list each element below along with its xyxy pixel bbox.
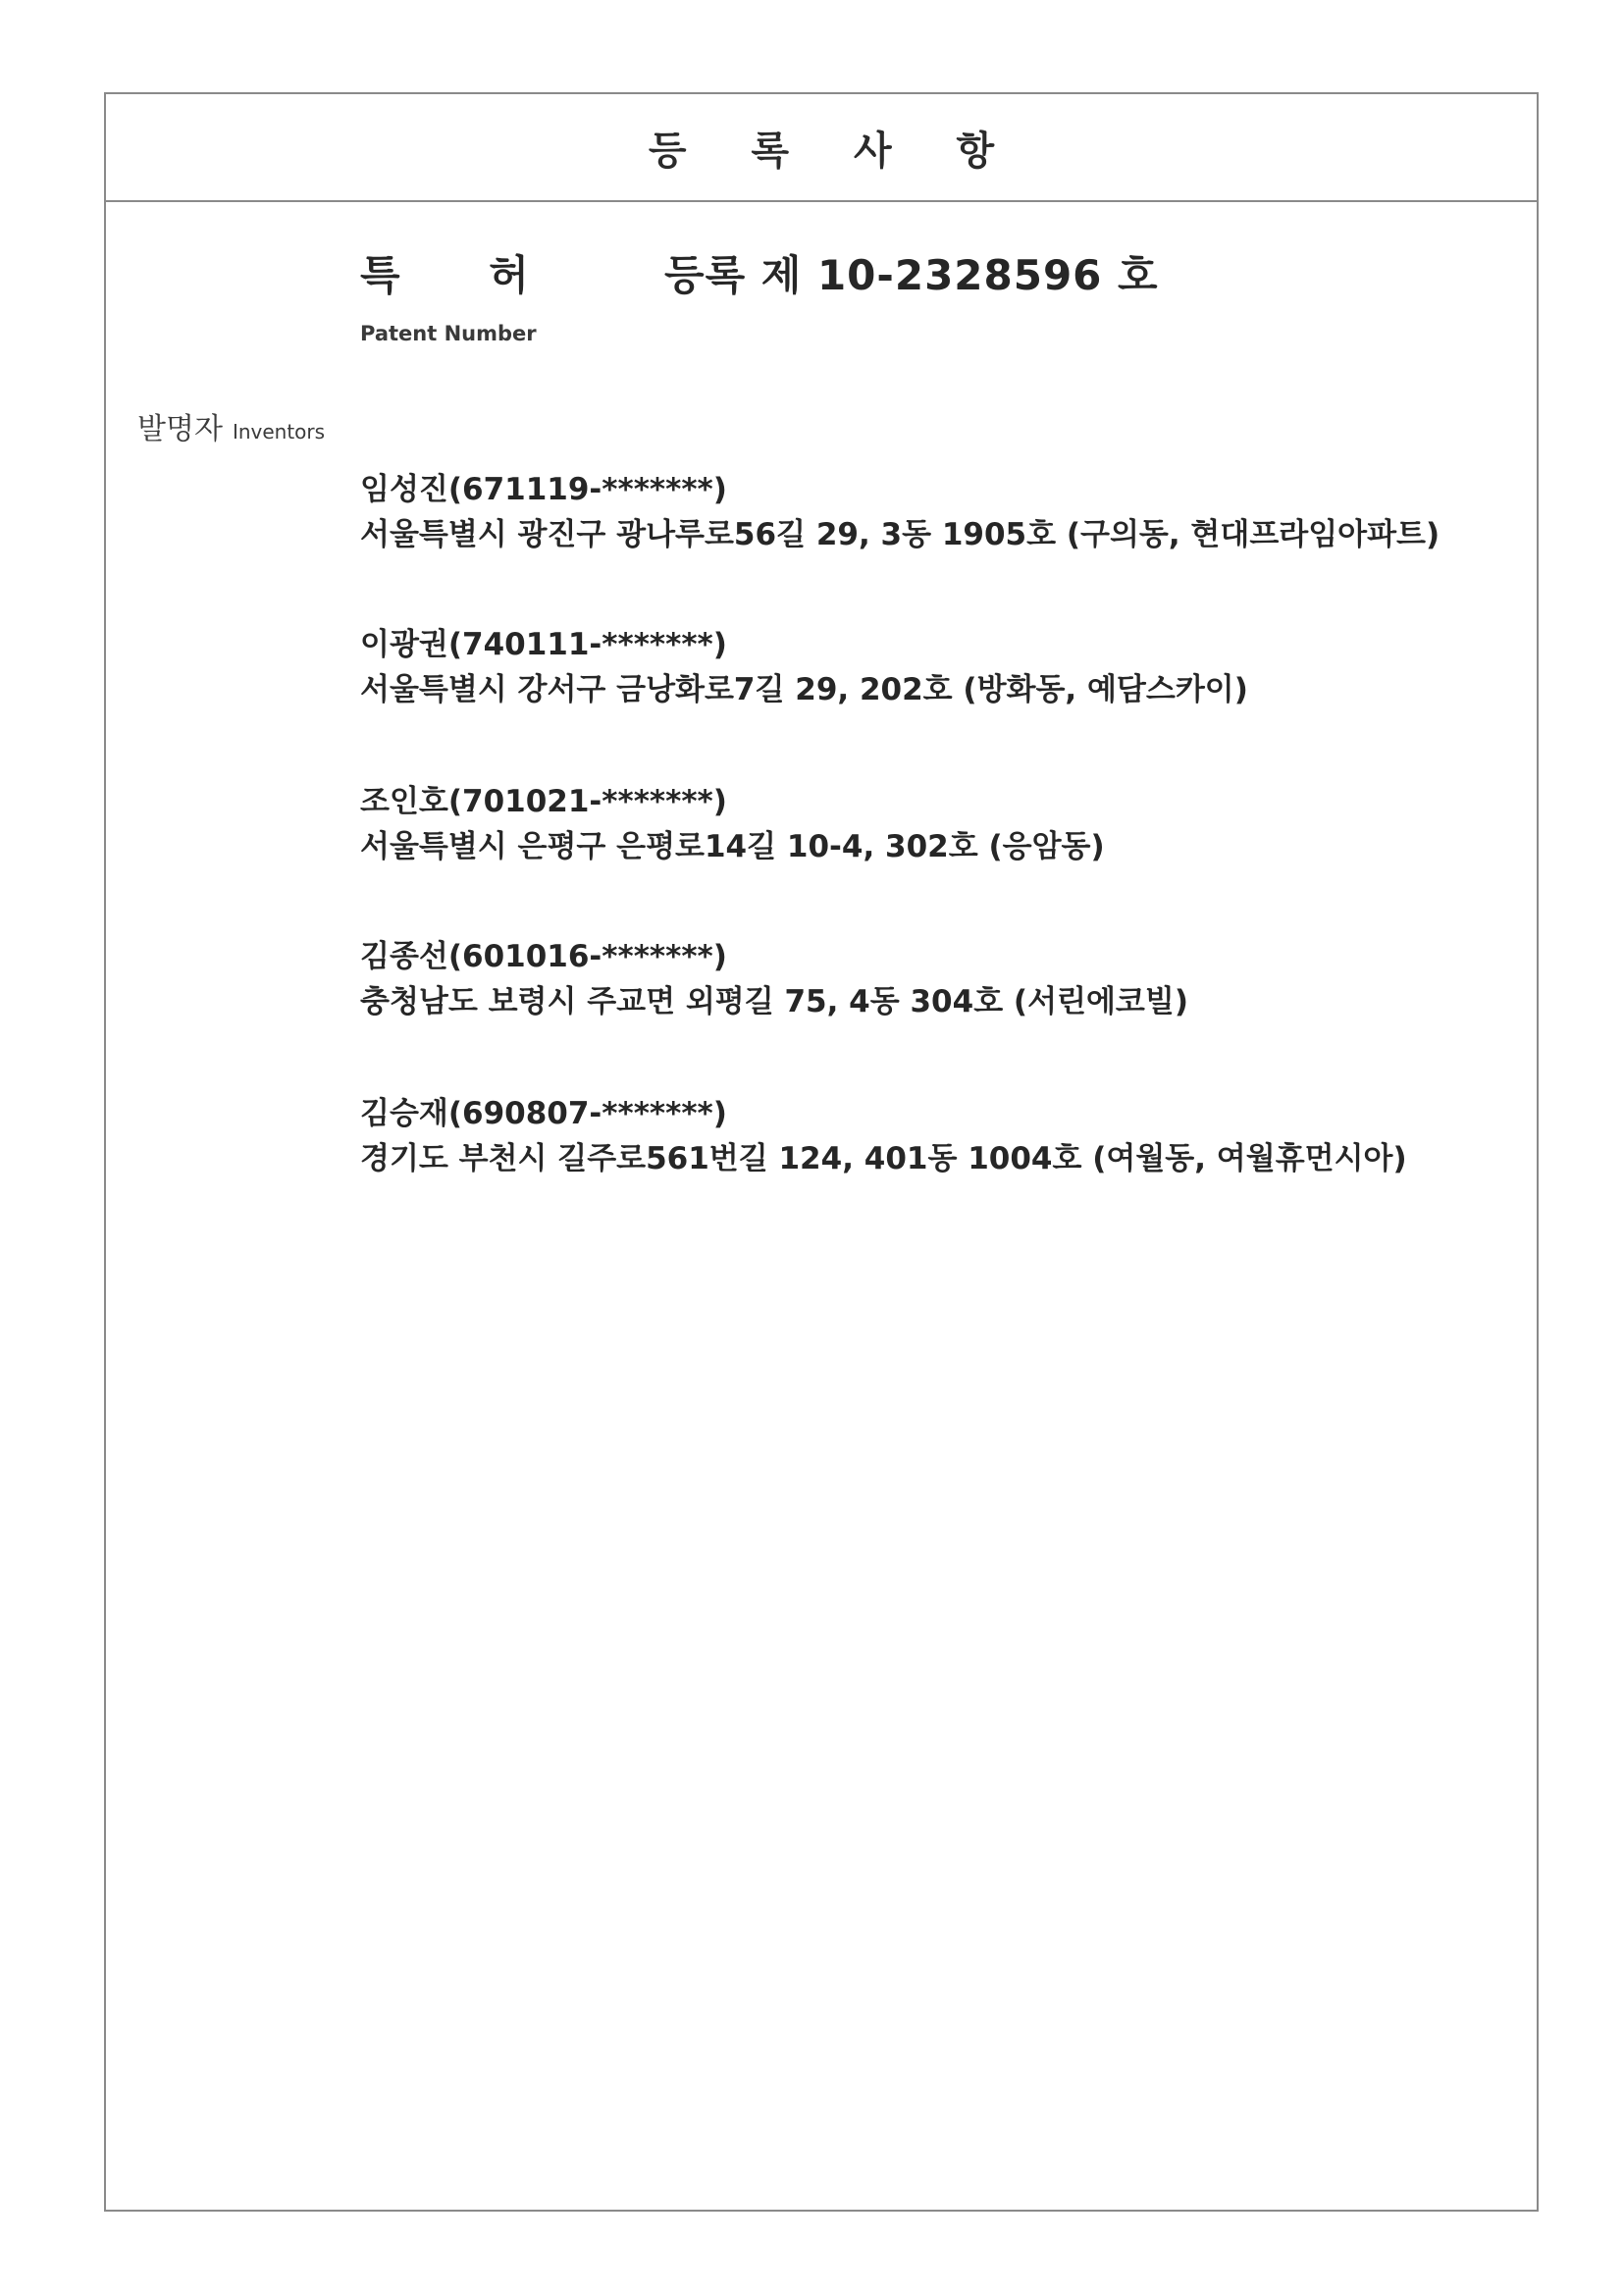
inventor-address: 서울특별시 광진구 광나루로56길 29, 3동 1905호 (구의동, 현대프라임아파트) xyxy=(360,517,1440,552)
inventors-heading-ko: 발명자 xyxy=(137,412,223,446)
inventor-name: 김승재(690807-*******) xyxy=(360,1096,727,1131)
inventor-entry xyxy=(360,779,1479,869)
patent-type: 특 허 xyxy=(360,251,566,299)
inventor-name: 조인호(701021-*******) xyxy=(360,784,727,819)
patent-info xyxy=(360,243,1159,345)
inventor-address: 경기도 부천시 길주로561번길 124, 401동 1004호 (여월동, 여월휴먼시아) xyxy=(360,1141,1407,1176)
inventor-name: 이광권(740111-*******) xyxy=(360,627,727,662)
inventor-address: 충청남도 보령시 주교면 외평길 75, 4동 304호 (서린에코빌) xyxy=(360,984,1188,1019)
inventor-name: 임성진(671119-*******) xyxy=(360,472,727,507)
inventors-heading xyxy=(137,404,325,447)
inventor-entry xyxy=(360,1091,1479,1181)
inventor-address: 서울특별시 은평구 은평로14길 10-4, 302호 (응암동) xyxy=(360,829,1105,864)
patent-number: 등록 제 10-2328596 호 xyxy=(664,251,1159,299)
inventor-entry xyxy=(360,467,1479,557)
inventor-entry xyxy=(360,934,1479,1024)
inventors-heading-en: Inventors xyxy=(232,420,326,444)
page-title: 등 록 사 항 xyxy=(648,128,1021,174)
patent-number-label: Patent Number xyxy=(360,322,537,345)
patent-row xyxy=(360,243,1159,302)
inventor-entry xyxy=(360,622,1479,712)
title-band xyxy=(106,94,1537,202)
inventor-address: 서울특별시 강서구 금낭화로7길 29, 202호 (방화동, 예담스카이) xyxy=(360,672,1248,707)
inventor-name: 김종선(601016-*******) xyxy=(360,939,727,974)
